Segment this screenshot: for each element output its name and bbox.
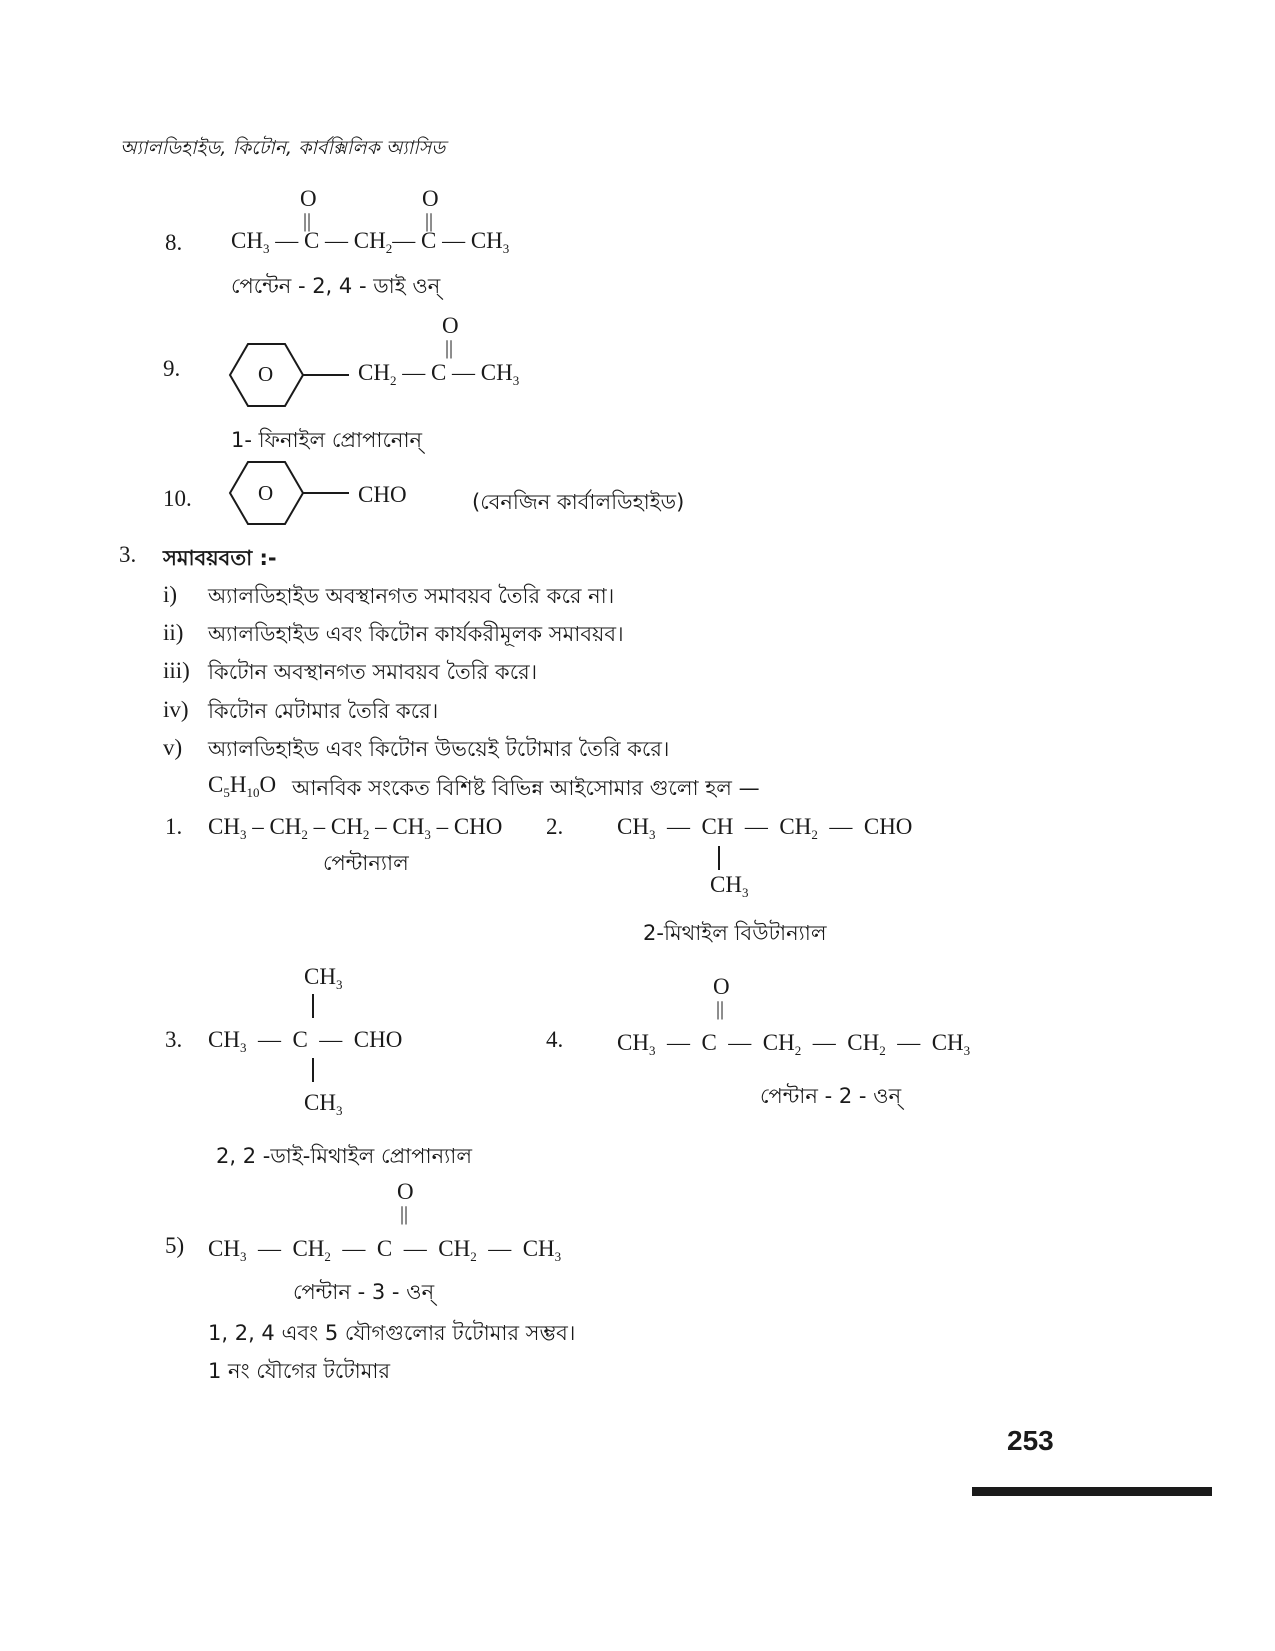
isomer-5-number: 5) bbox=[165, 1233, 185, 1258]
structure-formula-8: $CH_3$ — C — $CH_2—$ C — $CH_3$ bbox=[231, 228, 510, 256]
isomer-4-name: পেন্টান - 2 - ওন্ bbox=[760, 1084, 902, 1108]
carbonyl-oxygen: O bbox=[713, 974, 730, 999]
running-header: অ্যালডিহাইড, কিটোন, কার্বক্সিলিক অ্যাসিড bbox=[120, 137, 446, 159]
bond-line bbox=[303, 374, 349, 376]
isomer-3-number: 3. bbox=[165, 1027, 183, 1052]
isomer-3-formula: $CH_3$ — C — CHO bbox=[208, 1027, 403, 1055]
point-text: কিটোন মেটামার তৈরি করে। bbox=[208, 699, 439, 723]
ring-o-label: O bbox=[258, 481, 274, 505]
structure-formula-9: $CH_2$ — C — $CH_3$ bbox=[358, 360, 520, 388]
point-label: v) bbox=[163, 735, 183, 760]
double-bond: || bbox=[400, 1203, 409, 1225]
bond-line bbox=[303, 492, 349, 494]
branch-methyl: $CH_3$ bbox=[710, 872, 749, 900]
ring-o-label: O bbox=[258, 362, 274, 386]
carbonyl-oxygen: O bbox=[422, 186, 439, 211]
point-text: অ্যালডিহাইড এবং কিটোন উভয়েই টটোমার তৈরি করে। bbox=[208, 737, 670, 761]
carbonyl-oxygen: O bbox=[300, 186, 317, 211]
isomer-3-name: 2, 2 -ডাই-মিথাইল প্রোপান্যাল bbox=[216, 1144, 472, 1168]
double-bond: || bbox=[716, 998, 725, 1020]
item-8-number: 8. bbox=[165, 230, 183, 255]
section-title: সমাবয়বতা :- bbox=[163, 546, 277, 570]
branch-bond bbox=[312, 994, 314, 1018]
double-bond: || bbox=[445, 337, 454, 359]
isomer-1-formula: $CH_3 - CH_2 - CH_2 - CH_3$ – CHO bbox=[208, 814, 503, 842]
group-cho: CHO bbox=[358, 482, 407, 507]
isomer-intro: আনবিক সংকেত বিশিষ্ট বিভিন্ন আইসোমার গুলো হল — bbox=[292, 776, 760, 800]
tautomer-heading: 1 নং যৌগের টটোমার bbox=[208, 1359, 391, 1383]
isomer-1-number: 1. bbox=[165, 814, 183, 839]
isomer-5-formula: $CH_3$ — $CH_2$ — C — $CH_2$ — $CH_3$ bbox=[208, 1236, 562, 1264]
double-bond: || bbox=[303, 210, 312, 232]
section-number: 3. bbox=[119, 542, 137, 567]
point-text: অ্যালডিহাইড এবং কিটোন কার্যকরীমূলক সমাবয়ব। bbox=[208, 622, 624, 646]
branch-methyl: $CH_3$ bbox=[304, 964, 343, 992]
footer-rule bbox=[972, 1487, 1212, 1496]
tautomer-statement: 1, 2, 4 এবং 5 যৌগগুলোর টটোমার সম্ভব। bbox=[208, 1321, 576, 1345]
isomer-2-name: 2-মিথাইল বিউটান্যাল bbox=[643, 921, 827, 945]
item-10-number: 10. bbox=[163, 486, 192, 511]
isomer-1-name: পেন্টান্যাল bbox=[323, 851, 409, 875]
point-label: iv) bbox=[163, 697, 189, 722]
carbonyl-oxygen: O bbox=[397, 1179, 414, 1204]
isomer-2-formula: $CH_3$ — CH — $CH_2$ — CHO bbox=[617, 814, 913, 842]
point-label: iii) bbox=[163, 658, 190, 683]
isomer-4-number: 4. bbox=[546, 1027, 564, 1052]
point-label: i) bbox=[163, 582, 178, 607]
branch-bond bbox=[718, 846, 720, 870]
branch-methyl: $CH_3$ bbox=[304, 1090, 343, 1118]
compound-name-10: (বেনজিন কার্বালডিহাইড) bbox=[472, 490, 685, 514]
item-9-number: 9. bbox=[163, 356, 181, 381]
isomer-5-name: পেন্টান - 3 - ওন্ bbox=[293, 1280, 435, 1304]
point-label: ii) bbox=[163, 620, 184, 645]
page-number: 253 bbox=[1007, 1425, 1054, 1456]
point-text: কিটোন অবস্থানগত সমাবয়ব তৈরি করে। bbox=[208, 660, 538, 684]
compound-name-8: পেন্টেন - 2, 4 - ডাই ওন্ bbox=[231, 274, 441, 298]
isomer-2-number: 2. bbox=[546, 814, 564, 839]
molecular-formula: $C_5H_{10}O$ bbox=[208, 772, 277, 800]
compound-name-9: 1- ফিনাইল প্রোপানোন্ bbox=[231, 428, 423, 452]
branch-bond bbox=[312, 1058, 314, 1082]
carbonyl-oxygen: O bbox=[442, 313, 459, 338]
isomer-4-formula: $CH_3$ — C — $CH_2$ — $CH_2$ — $CH_3$ bbox=[617, 1030, 971, 1058]
point-text: অ্যালডিহাইড অবস্থানগত সমাবয়ব তৈরি করে না। bbox=[208, 584, 615, 608]
double-bond: || bbox=[425, 210, 434, 232]
